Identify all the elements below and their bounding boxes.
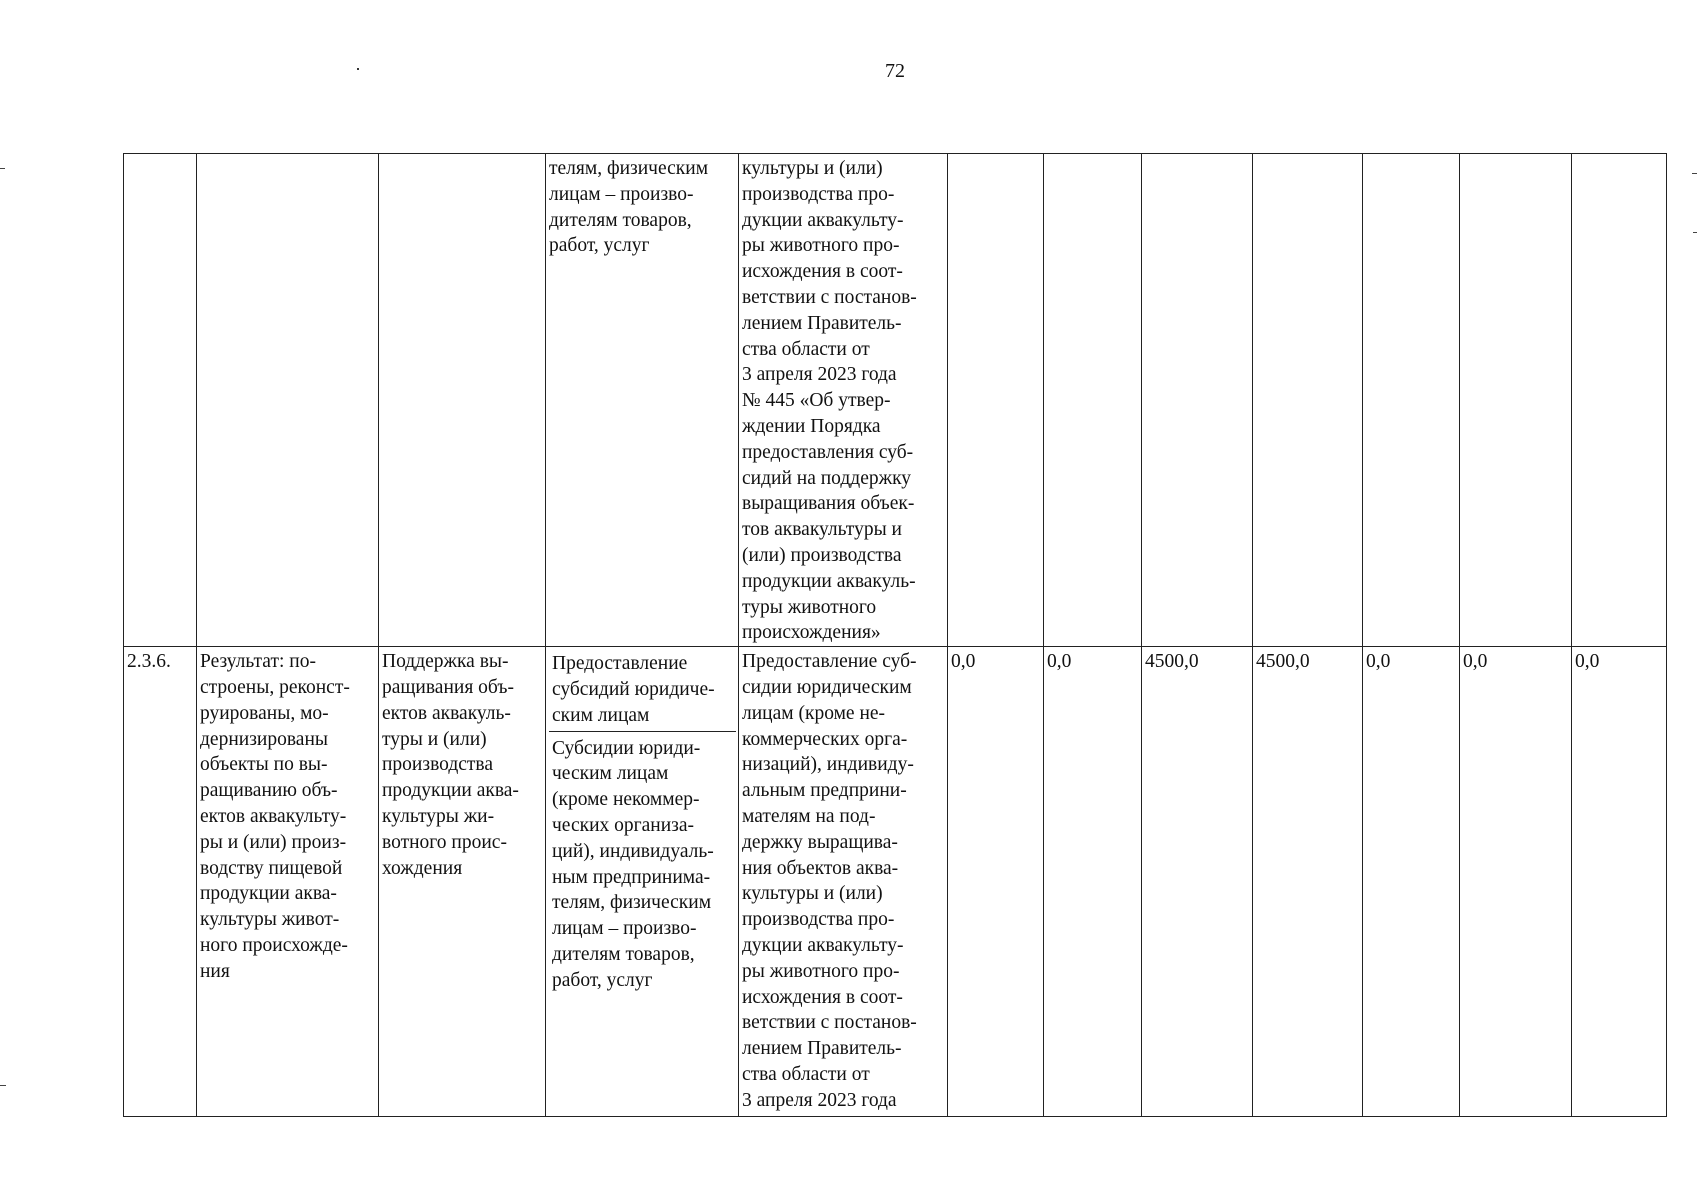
text-line: хождения bbox=[382, 857, 463, 879]
cell-value: 0,0 bbox=[948, 647, 1044, 1117]
text-line: происхождения» bbox=[742, 622, 881, 644]
text-line: туры и (или) bbox=[382, 728, 487, 750]
text-line: руированы, мо- bbox=[200, 702, 329, 724]
cell-direction bbox=[379, 647, 546, 1117]
cell-number: 2.3.6. bbox=[124, 647, 197, 1117]
text-line: водству пищевой bbox=[200, 857, 343, 879]
text-line: Предоставление bbox=[552, 653, 688, 675]
cell-number bbox=[124, 154, 197, 647]
text-line: дукции аквакульту- bbox=[742, 209, 904, 231]
text-line: ного происхожде- bbox=[200, 934, 348, 956]
text-line: альным предприни- bbox=[742, 780, 907, 802]
text-line: выращивания объек- bbox=[742, 493, 915, 515]
text-line: продукции аквакуль- bbox=[742, 570, 916, 592]
text-line: № 445 «Об утвер- bbox=[742, 390, 891, 412]
text-line: ращиванию объ- bbox=[200, 780, 338, 802]
cell-value: 0,0 bbox=[1044, 647, 1142, 1117]
text-line: ждении Порядка bbox=[742, 415, 881, 437]
table-row bbox=[124, 647, 1667, 1117]
text-line: Результат: по- bbox=[200, 651, 316, 673]
text-line: ским лицам bbox=[552, 704, 650, 726]
cell-value: 4500,0 bbox=[1253, 647, 1363, 1117]
text-line: ветствии с постанов- bbox=[742, 286, 917, 308]
measure-detail bbox=[549, 732, 736, 994]
text-line: исхождения в соот- bbox=[742, 986, 903, 1008]
text-line: телям, физическим bbox=[549, 158, 709, 179]
text-line: производства про- bbox=[742, 183, 895, 205]
text-line: (или) производства bbox=[742, 544, 902, 566]
table-row bbox=[124, 154, 1667, 647]
text-line: ращивания объ- bbox=[382, 676, 514, 698]
text-line: ветствии с постанов- bbox=[742, 1012, 917, 1034]
cell-basis bbox=[739, 647, 948, 1117]
measure-title bbox=[549, 649, 736, 731]
text-line: продукции аква- bbox=[382, 780, 519, 802]
text-line: ства области от bbox=[742, 338, 870, 360]
text-line: культуры жи- bbox=[382, 805, 495, 827]
cell-result bbox=[197, 154, 379, 647]
table-body bbox=[124, 154, 1667, 1117]
text-line: ры животного про- bbox=[742, 235, 900, 257]
text-line: объекты по вы- bbox=[200, 754, 328, 776]
text-line: субсидий юридиче- bbox=[552, 678, 715, 700]
cell-value: 0,0 bbox=[1460, 647, 1572, 1117]
text-line: 3 апреля 2023 года bbox=[742, 1089, 897, 1111]
text-line: продукции аква- bbox=[200, 883, 337, 905]
cell-value: 4500,0 bbox=[1142, 647, 1253, 1117]
scan-edge-mark bbox=[1693, 232, 1697, 233]
text-line: строены, реконст- bbox=[200, 676, 350, 698]
text-line: лением Правитель- bbox=[742, 1038, 902, 1060]
text-line: вотного проис- bbox=[382, 831, 507, 853]
text-line: лением Правитель- bbox=[742, 312, 902, 334]
text-line: туры животного bbox=[742, 596, 877, 618]
text-line: держку выращива- bbox=[742, 831, 898, 853]
cell-value: 0,0 bbox=[1572, 647, 1667, 1117]
text-line: ектов аквакуль- bbox=[382, 702, 511, 724]
scan-speck bbox=[357, 68, 359, 70]
cell-measure bbox=[546, 154, 739, 647]
cell-value: 0,0 bbox=[1363, 647, 1460, 1117]
text-line: сидии юридическим bbox=[742, 676, 912, 698]
text-line: Субсидии юриди- bbox=[552, 737, 701, 759]
cell-value bbox=[1363, 154, 1460, 647]
program-table bbox=[123, 153, 1667, 1117]
text-line: культуры и (или) bbox=[742, 158, 883, 179]
text-line: работ, услуг bbox=[549, 235, 650, 257]
cell-value bbox=[1253, 154, 1363, 647]
cell-measure bbox=[546, 647, 739, 1117]
text-line: ства области от bbox=[742, 1063, 870, 1085]
cell-direction bbox=[379, 154, 546, 647]
text-line: ры и (или) произ- bbox=[200, 831, 347, 853]
text-line: мателям на под- bbox=[742, 805, 876, 827]
cell-value bbox=[948, 154, 1044, 647]
text-line: дителям товаров, bbox=[549, 209, 692, 231]
text-line: производства bbox=[382, 754, 494, 776]
scan-edge-mark bbox=[1692, 173, 1697, 174]
scan-edge-mark bbox=[0, 168, 5, 169]
text-line: ным предпринима- bbox=[552, 866, 711, 888]
text-line: ческих организа- bbox=[552, 814, 695, 836]
text-line: производства про- bbox=[742, 909, 895, 931]
text-line: телям, физическим bbox=[552, 892, 712, 914]
text-line: лицам – произво- bbox=[549, 183, 694, 205]
text-line: ектов аквакульту- bbox=[200, 805, 347, 827]
text-line: тов аквакультуры и bbox=[742, 519, 902, 541]
text-line: дернизированы bbox=[200, 728, 328, 750]
text-line: предоставления суб- bbox=[742, 441, 914, 463]
text-line: Предоставление суб- bbox=[742, 651, 917, 673]
text-line: ры животного про- bbox=[742, 960, 900, 982]
text-line: (кроме некоммер- bbox=[552, 789, 700, 811]
cell-value bbox=[1044, 154, 1142, 647]
text-line: работ, услуг bbox=[552, 969, 653, 991]
scan-edge-mark bbox=[0, 1085, 6, 1086]
text-line: культуры и (или) bbox=[742, 883, 883, 905]
text-line: дителям товаров, bbox=[552, 943, 695, 965]
page-number: 72 bbox=[885, 60, 905, 82]
text-line: ций), индивидуаль- bbox=[552, 840, 714, 862]
text-line: лицам (кроме не- bbox=[742, 702, 886, 724]
cell-result bbox=[197, 647, 379, 1117]
cell-value bbox=[1460, 154, 1572, 647]
text-line: сидий на поддержку bbox=[742, 467, 912, 489]
text-line: культуры живот- bbox=[200, 909, 340, 931]
text-line: 3 апреля 2023 года bbox=[742, 364, 897, 386]
text-line: ния объектов аква- bbox=[742, 857, 899, 879]
text-line: Поддержка вы- bbox=[382, 651, 509, 673]
text-line: ния bbox=[200, 960, 230, 982]
cell-value bbox=[1572, 154, 1667, 647]
text-line: ческим лицам bbox=[552, 763, 669, 785]
text-line: лицам – произво- bbox=[552, 918, 697, 940]
text-line: коммерческих орга- bbox=[742, 728, 908, 750]
cell-basis bbox=[739, 154, 948, 647]
cell-value bbox=[1142, 154, 1253, 647]
text-line: дукции аквакульту- bbox=[742, 934, 904, 956]
text-line: низаций), индивиду- bbox=[742, 754, 914, 776]
text-line: исхождения в соот- bbox=[742, 261, 903, 283]
